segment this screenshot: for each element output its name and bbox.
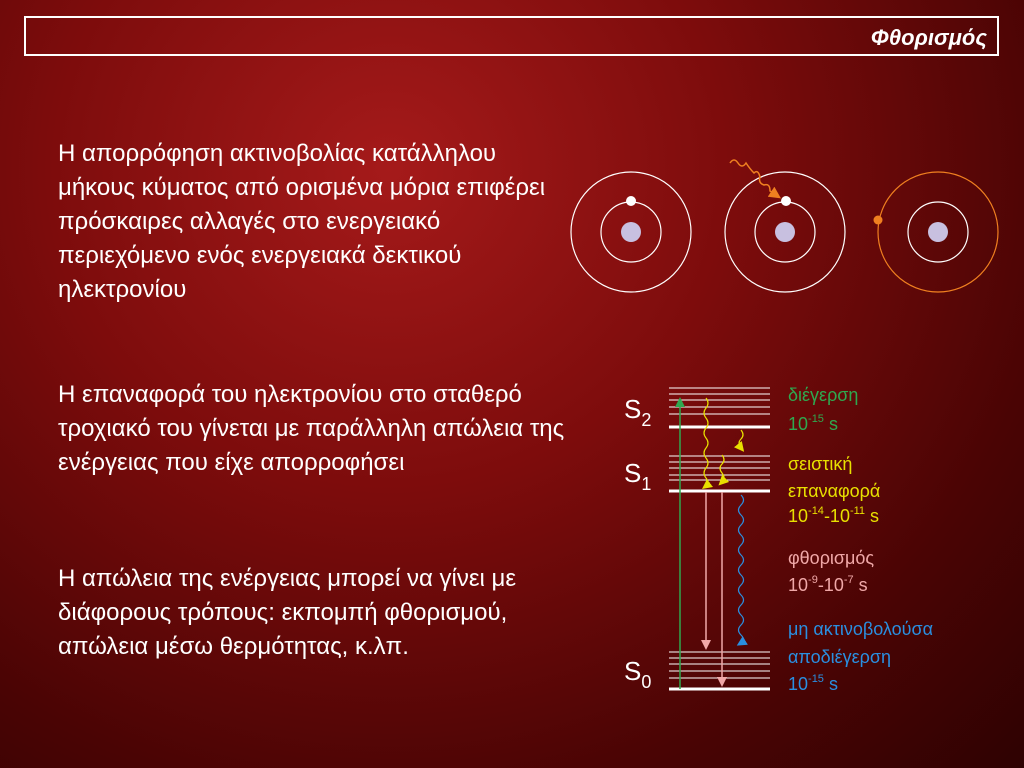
energy-levels xyxy=(669,388,770,689)
incoming-photon-icon xyxy=(730,160,776,195)
label-s0: $S_0$ xyxy=(624,656,652,692)
legend xyxy=(788,385,933,694)
label-s2: $S_2$ xyxy=(624,394,652,430)
legend-fluorescence-label: φθορισμός xyxy=(788,548,875,568)
legend-excitation-label: διέγερση xyxy=(788,385,859,405)
s0-band xyxy=(669,652,770,689)
excited-electron-icon xyxy=(874,216,883,225)
paragraph-energy-loss: Η απώλεια της ενέργειας μπορεί να γίνει με διάφορους τρόπους: εκπομπή φθορισμού, απώλεια μέσω θερμότητας, κ.λπ. xyxy=(58,565,517,660)
atom-ground-state xyxy=(571,172,691,292)
legend-fluorescence-time: $10^{-9}-10^{-7}$ s xyxy=(788,574,868,595)
legend-nonradiative-label-2: αποδιέγερση xyxy=(788,647,892,667)
electron-icon xyxy=(781,196,791,206)
paragraph-return: Η επαναφορά του ηλεκτρονίου στο σταθερό τροχιακό του γίνεται με παράλληλη απώλεια της ενέργειας που είχε απορροφήσει xyxy=(58,381,565,476)
atom-absorbing-photon xyxy=(725,160,845,292)
legend-nonradiative-label-1: μη ακτινοβολούσα xyxy=(788,619,934,639)
nucleus-icon xyxy=(621,222,641,242)
vibrational-relaxation-arrow-1 xyxy=(704,398,708,486)
legend-vibrational-label-2: επαναφορά xyxy=(788,481,881,501)
s1-band xyxy=(669,456,770,491)
legend-excitation-time: $10^{-15}$ s xyxy=(788,413,838,434)
electron-icon xyxy=(626,196,636,206)
nonradiative-decay-arrow xyxy=(739,495,744,643)
nucleus-icon xyxy=(775,222,795,242)
s2-band xyxy=(669,388,770,427)
slide-title: Φθορισμός xyxy=(870,25,987,50)
legend-vibrational-label-1: σειστική xyxy=(788,454,853,474)
label-s1: $S_1$ xyxy=(624,458,652,494)
vibrational-relaxation-arrow-2 xyxy=(739,430,743,448)
legend-nonradiative-time: $10^{-15}$ s xyxy=(788,673,838,694)
nucleus-icon xyxy=(928,222,948,242)
paragraph-absorption: Η απορρόφηση ακτινοβολίας κατάλληλου μήκους κύματος από ορισμένα μόρια επιφέρει πρόσκαιρες αλλαγές στο ενεργειακό περιεχόμενο ενός ενεργειακά δεκτικού ηλεκτρονίου xyxy=(58,140,546,303)
atom-excited-state xyxy=(874,172,999,292)
legend-vibrational-time: $10^{-14}-10^{-11}$ s xyxy=(788,505,880,526)
